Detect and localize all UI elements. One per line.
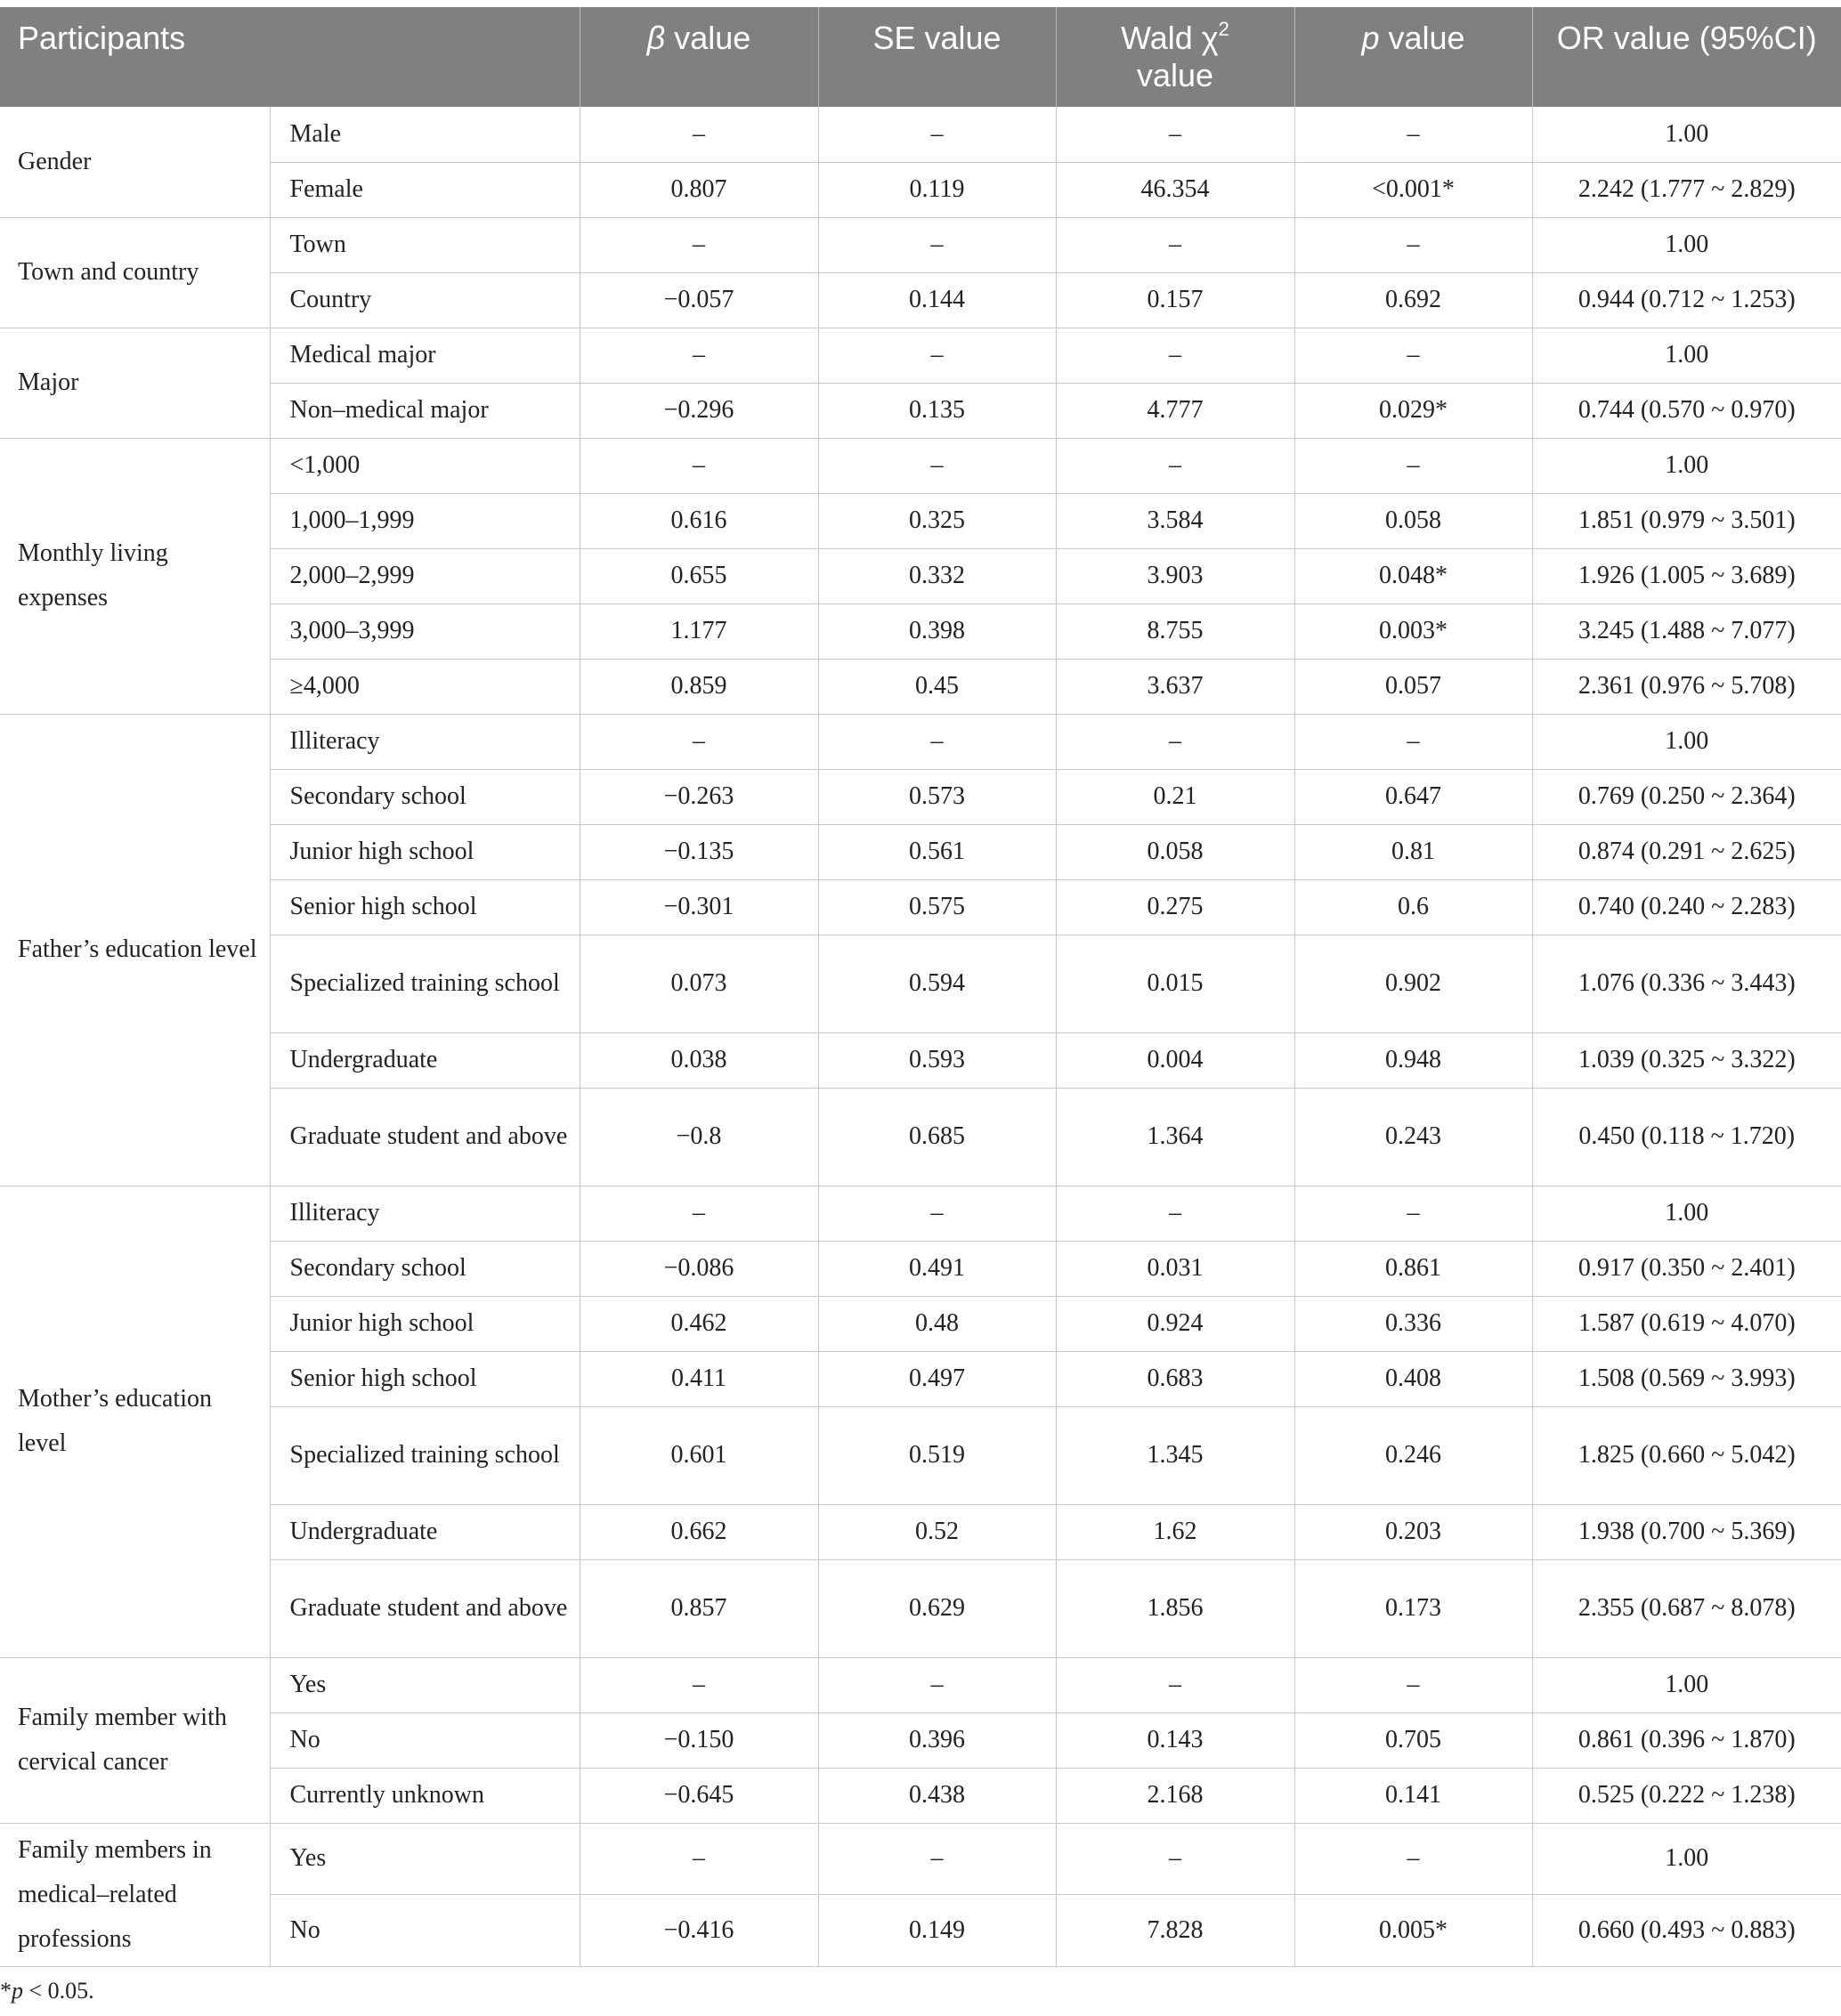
level-cell: Senior high school [270, 1351, 580, 1406]
wald-cell: 0.031 [1056, 1241, 1294, 1296]
wald-cell: 0.015 [1056, 935, 1294, 1032]
category-cell: Monthly living expenses [0, 438, 270, 714]
level-cell: Specialized training school [270, 1406, 580, 1504]
footnote-p: p [12, 1977, 23, 2004]
table-row [0, 1406, 1841, 1504]
se-cell: 0.119 [818, 162, 1056, 217]
se-cell: – [818, 107, 1056, 162]
or-cell: 3.245 (1.488 ~ 7.077) [1532, 603, 1841, 659]
level-cell: Yes [270, 1823, 580, 1895]
p-value-cell: 0.647 [1294, 769, 1532, 824]
beta-cell: – [580, 328, 818, 383]
se-cell: – [818, 438, 1056, 493]
p-value-cell: – [1294, 328, 1532, 383]
wald-superscript: 2 [1218, 18, 1229, 40]
table-row [0, 714, 1841, 769]
se-cell: – [818, 217, 1056, 272]
beta-cell: 0.807 [580, 162, 818, 217]
or-cell: 0.740 (0.240 ~ 2.283) [1532, 879, 1841, 935]
wald-cell: 46.354 [1056, 162, 1294, 217]
p-value-cell: 0.058 [1294, 493, 1532, 548]
se-cell: 0.594 [818, 935, 1056, 1032]
p-value-cell: 0.141 [1294, 1768, 1532, 1823]
beta-cell: −0.645 [580, 1768, 818, 1823]
table-row [0, 162, 1841, 217]
level-cell: Non–medical major [270, 383, 580, 438]
or-cell: 0.874 (0.291 ~ 2.625) [1532, 824, 1841, 879]
p-suffix: value [1379, 20, 1465, 56]
p-value-cell: 0.705 [1294, 1712, 1532, 1768]
se-cell: 0.519 [818, 1406, 1056, 1504]
wald-cell: – [1056, 1657, 1294, 1712]
table-header [0, 7, 1841, 107]
regression-table [0, 7, 1841, 1967]
level-cell: Illiteracy [270, 714, 580, 769]
table-row [0, 1296, 1841, 1351]
table-body [0, 107, 1841, 1966]
p-value-cell: – [1294, 107, 1532, 162]
wald-cell: 0.143 [1056, 1712, 1294, 1768]
wald-label: Wald χ [1121, 20, 1219, 56]
se-cell: – [818, 714, 1056, 769]
or-cell: 0.450 (0.118 ~ 1.720) [1532, 1088, 1841, 1186]
category-cell: Major [0, 328, 270, 438]
beta-cell: – [580, 438, 818, 493]
se-cell: 0.332 [818, 548, 1056, 603]
beta-cell: – [580, 107, 818, 162]
or-cell: 1.00 [1532, 217, 1841, 272]
beta-cell: 0.859 [580, 659, 818, 714]
footnote [0, 1967, 94, 2004]
beta-cell: −0.135 [580, 824, 818, 879]
level-cell: <1,000 [270, 438, 580, 493]
level-cell: Country [270, 272, 580, 328]
category-cell: Gender [0, 107, 270, 217]
table-row [0, 1768, 1841, 1823]
level-cell: Undergraduate [270, 1032, 580, 1088]
beta-cell: 0.616 [580, 493, 818, 548]
or-cell: 2.361 (0.976 ~ 5.708) [1532, 659, 1841, 714]
wald-cell: – [1056, 714, 1294, 769]
p-symbol: p [1361, 20, 1380, 56]
p-value-cell: 0.048* [1294, 548, 1532, 603]
se-cell: 0.45 [818, 659, 1056, 714]
se-cell: 0.491 [818, 1241, 1056, 1296]
beta-cell: −0.8 [580, 1088, 818, 1186]
level-cell: Male [270, 107, 580, 162]
table-row [0, 824, 1841, 879]
or-cell: 0.944 (0.712 ~ 1.253) [1532, 272, 1841, 328]
level-cell: Illiteracy [270, 1186, 580, 1241]
table-row [0, 438, 1841, 493]
se-cell: 0.144 [818, 272, 1056, 328]
header-or: OR value (95%CI) [1532, 7, 1841, 107]
se-cell: – [818, 1186, 1056, 1241]
wald-label-value: value [1136, 57, 1214, 93]
beta-suffix: value [665, 20, 751, 56]
se-cell: 0.685 [818, 1088, 1056, 1186]
wald-cell: 1.345 [1056, 1406, 1294, 1504]
table-row [0, 769, 1841, 824]
se-cell: 0.48 [818, 1296, 1056, 1351]
level-cell: ≥4,000 [270, 659, 580, 714]
table-row [0, 1504, 1841, 1559]
or-cell: 2.242 (1.777 ~ 2.829) [1532, 162, 1841, 217]
level-cell: Senior high school [270, 879, 580, 935]
wald-cell: – [1056, 438, 1294, 493]
p-value-cell: 0.029* [1294, 383, 1532, 438]
beta-cell: −0.263 [580, 769, 818, 824]
level-cell: Currently unknown [270, 1768, 580, 1823]
level-cell: Graduate student and above [270, 1559, 580, 1657]
table-row [0, 1088, 1841, 1186]
or-cell: 1.00 [1532, 328, 1841, 383]
wald-cell: 3.637 [1056, 659, 1294, 714]
p-value-cell: 0.336 [1294, 1296, 1532, 1351]
p-value-cell: 0.81 [1294, 824, 1532, 879]
se-cell: 0.497 [818, 1351, 1056, 1406]
level-cell: 1,000–1,999 [270, 493, 580, 548]
or-cell: 1.508 (0.569 ~ 3.993) [1532, 1351, 1841, 1406]
p-value-cell: – [1294, 714, 1532, 769]
table-row [0, 1032, 1841, 1088]
p-value-cell: 0.692 [1294, 272, 1532, 328]
table-row [0, 1712, 1841, 1768]
or-cell: 1.00 [1532, 1823, 1841, 1895]
p-value-cell: 0.203 [1294, 1504, 1532, 1559]
beta-cell: – [580, 1823, 818, 1895]
or-cell: 1.851 (0.979 ~ 3.501) [1532, 493, 1841, 548]
table-row [0, 1351, 1841, 1406]
se-cell: 0.325 [818, 493, 1056, 548]
p-value-cell: 0.861 [1294, 1241, 1532, 1296]
level-cell: Undergraduate [270, 1504, 580, 1559]
beta-cell: – [580, 217, 818, 272]
table-row [0, 217, 1841, 272]
se-cell: 0.561 [818, 824, 1056, 879]
or-cell: 1.00 [1532, 107, 1841, 162]
p-value-cell: 0.948 [1294, 1032, 1532, 1088]
table-row [0, 493, 1841, 548]
se-cell: 0.575 [818, 879, 1056, 935]
beta-cell: 1.177 [580, 603, 818, 659]
se-cell: 0.52 [818, 1504, 1056, 1559]
level-cell: Specialized training school [270, 935, 580, 1032]
se-cell: – [818, 328, 1056, 383]
p-value-cell: – [1294, 1823, 1532, 1895]
beta-cell: −0.086 [580, 1241, 818, 1296]
table-row [0, 935, 1841, 1032]
level-cell: 3,000–3,999 [270, 603, 580, 659]
beta-cell: −0.296 [580, 383, 818, 438]
se-cell: 0.149 [818, 1895, 1056, 1967]
beta-cell: – [580, 714, 818, 769]
or-cell: 1.00 [1532, 714, 1841, 769]
wald-cell: – [1056, 1186, 1294, 1241]
wald-cell: 0.21 [1056, 769, 1294, 824]
level-cell: No [270, 1895, 580, 1967]
or-cell: 1.00 [1532, 1657, 1841, 1712]
table-row [0, 1559, 1841, 1657]
beta-cell: −0.301 [580, 879, 818, 935]
category-cell: Family members in medical–related professions [0, 1823, 270, 1966]
p-value-cell: <0.001* [1294, 162, 1532, 217]
beta-cell: 0.462 [580, 1296, 818, 1351]
p-value-cell: 0.243 [1294, 1088, 1532, 1186]
se-cell: 0.629 [818, 1559, 1056, 1657]
beta-cell: 0.857 [580, 1559, 818, 1657]
beta-cell: 0.662 [580, 1504, 818, 1559]
wald-cell: 1.62 [1056, 1504, 1294, 1559]
category-cell: Family member with cervical cancer [0, 1657, 270, 1823]
level-cell: Town [270, 217, 580, 272]
wald-cell: 4.777 [1056, 383, 1294, 438]
wald-cell: 1.856 [1056, 1559, 1294, 1657]
se-cell: 0.398 [818, 603, 1056, 659]
beta-cell: 0.411 [580, 1351, 818, 1406]
level-cell: Medical major [270, 328, 580, 383]
or-cell: 1.587 (0.619 ~ 4.070) [1532, 1296, 1841, 1351]
p-value-cell: – [1294, 217, 1532, 272]
wald-cell: – [1056, 328, 1294, 383]
beta-cell: – [580, 1186, 818, 1241]
table-row [0, 272, 1841, 328]
table-row [0, 548, 1841, 603]
wald-cell: – [1056, 217, 1294, 272]
wald-cell: 0.275 [1056, 879, 1294, 935]
or-cell: 1.938 (0.700 ~ 5.369) [1532, 1504, 1841, 1559]
wald-cell: 3.584 [1056, 493, 1294, 548]
wald-cell: 0.004 [1056, 1032, 1294, 1088]
category-cell: Mother’s education level [0, 1186, 270, 1657]
table-row [0, 383, 1841, 438]
se-cell: 0.135 [818, 383, 1056, 438]
se-cell: – [818, 1657, 1056, 1712]
table-row [0, 1657, 1841, 1712]
beta-cell: −0.416 [580, 1895, 818, 1967]
beta-cell: – [580, 1657, 818, 1712]
wald-cell: – [1056, 1823, 1294, 1895]
level-cell: Yes [270, 1657, 580, 1712]
table-row [0, 879, 1841, 935]
wald-cell: 0.924 [1056, 1296, 1294, 1351]
wald-cell: 3.903 [1056, 548, 1294, 603]
or-cell: 0.917 (0.350 ~ 2.401) [1532, 1241, 1841, 1296]
p-value-cell: – [1294, 1186, 1532, 1241]
header-participants: Participants [0, 7, 580, 107]
beta-cell: 0.601 [580, 1406, 818, 1504]
table-row [0, 1241, 1841, 1296]
p-value-cell: 0.005* [1294, 1895, 1532, 1967]
header-p [1294, 7, 1532, 107]
se-cell: 0.438 [818, 1768, 1056, 1823]
wald-cell: 8.755 [1056, 603, 1294, 659]
se-cell: 0.573 [818, 769, 1056, 824]
header-beta [580, 7, 818, 107]
p-value-cell: 0.003* [1294, 603, 1532, 659]
beta-symbol: β [646, 20, 666, 56]
wald-cell: 0.157 [1056, 272, 1294, 328]
or-cell: 1.00 [1532, 1186, 1841, 1241]
p-value-cell: 0.057 [1294, 659, 1532, 714]
p-value-cell: 0.408 [1294, 1351, 1532, 1406]
level-cell: Secondary school [270, 769, 580, 824]
or-cell: 0.769 (0.250 ~ 2.364) [1532, 769, 1841, 824]
table-row [0, 107, 1841, 162]
p-value-cell: 0.902 [1294, 935, 1532, 1032]
level-cell: Secondary school [270, 1241, 580, 1296]
footnote-star: * [0, 1977, 12, 2004]
p-value-cell: – [1294, 438, 1532, 493]
or-cell: 1.926 (1.005 ~ 3.689) [1532, 548, 1841, 603]
or-cell: 0.525 (0.222 ~ 1.238) [1532, 1768, 1841, 1823]
se-cell: 0.396 [818, 1712, 1056, 1768]
or-cell: 1.039 (0.325 ~ 3.322) [1532, 1032, 1841, 1088]
or-cell: 0.744 (0.570 ~ 0.970) [1532, 383, 1841, 438]
header-wald [1056, 7, 1294, 107]
level-cell: No [270, 1712, 580, 1768]
or-cell: 2.355 (0.687 ~ 8.078) [1532, 1559, 1841, 1657]
category-cell: Town and country [0, 217, 270, 328]
wald-cell: – [1056, 107, 1294, 162]
p-value-cell: 0.246 [1294, 1406, 1532, 1504]
table-row [0, 1895, 1841, 1967]
level-cell: Female [270, 162, 580, 217]
wald-cell: 7.828 [1056, 1895, 1294, 1967]
beta-cell: −0.057 [580, 272, 818, 328]
or-cell: 1.076 (0.336 ~ 3.443) [1532, 935, 1841, 1032]
wald-cell: 2.168 [1056, 1768, 1294, 1823]
table-row [0, 659, 1841, 714]
wald-cell: 0.683 [1056, 1351, 1294, 1406]
level-cell: Junior high school [270, 824, 580, 879]
category-cell: Father’s education level [0, 714, 270, 1186]
se-cell: – [818, 1823, 1056, 1895]
level-cell: 2,000–2,999 [270, 548, 580, 603]
regression-table-container [0, 7, 1841, 2004]
wald-cell: 1.364 [1056, 1088, 1294, 1186]
beta-cell: 0.073 [580, 935, 818, 1032]
p-value-cell: 0.6 [1294, 879, 1532, 935]
table-row [0, 1186, 1841, 1241]
beta-cell: 0.038 [580, 1032, 818, 1088]
wald-cell: 0.058 [1056, 824, 1294, 879]
or-cell: 1.825 (0.660 ~ 5.042) [1532, 1406, 1841, 1504]
or-cell: 1.00 [1532, 438, 1841, 493]
or-cell: 0.861 (0.396 ~ 1.870) [1532, 1712, 1841, 1768]
table-row [0, 603, 1841, 659]
beta-cell: 0.655 [580, 548, 818, 603]
table-row [0, 328, 1841, 383]
beta-cell: −0.150 [580, 1712, 818, 1768]
table-row [0, 1823, 1841, 1895]
header-se: SE value [818, 7, 1056, 107]
se-cell: 0.593 [818, 1032, 1056, 1088]
level-cell: Graduate student and above [270, 1088, 580, 1186]
footnote-text: < 0.05. [23, 1977, 94, 2004]
p-value-cell: 0.173 [1294, 1559, 1532, 1657]
level-cell: Junior high school [270, 1296, 580, 1351]
p-value-cell: – [1294, 1657, 1532, 1712]
or-cell: 0.660 (0.493 ~ 0.883) [1532, 1895, 1841, 1967]
